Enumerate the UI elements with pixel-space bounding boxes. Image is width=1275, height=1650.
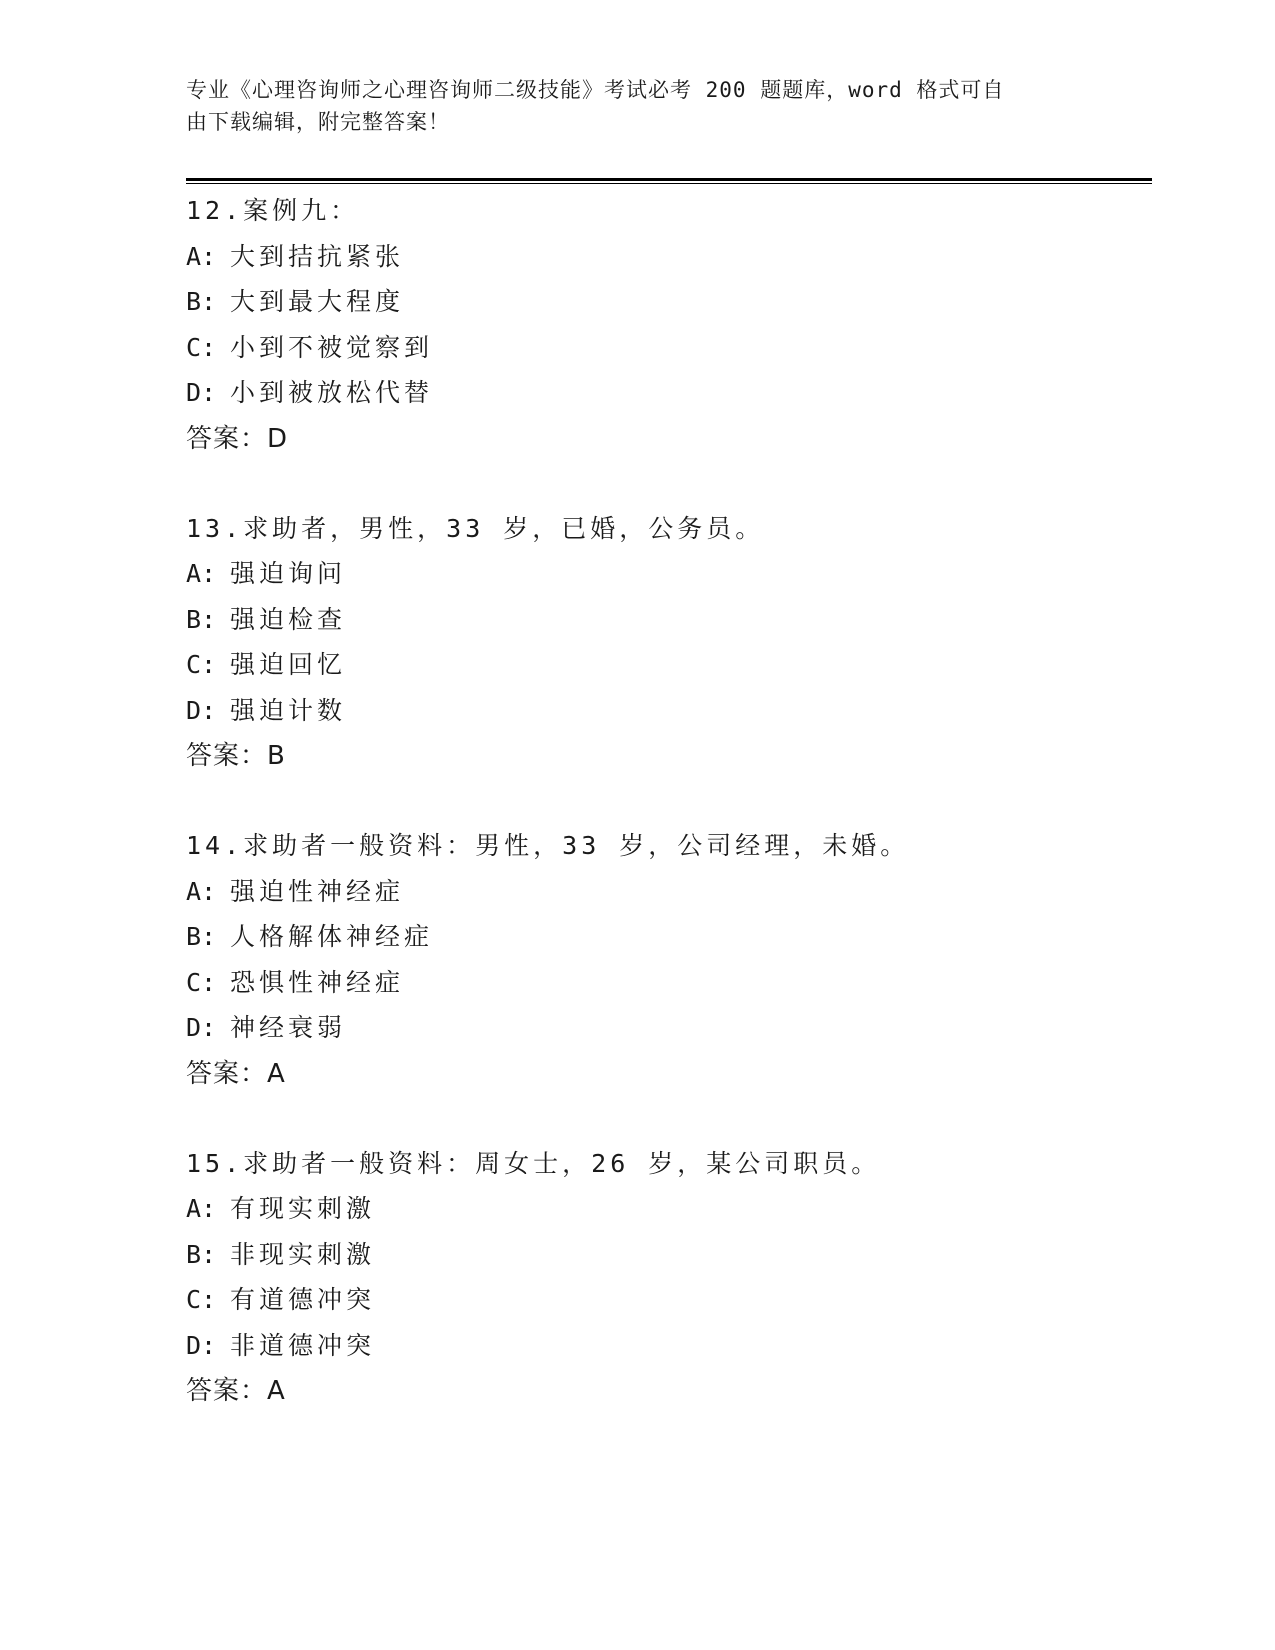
answer: 答案：D <box>186 423 289 454</box>
header-rule-thin <box>186 183 1152 184</box>
option-key: B: <box>186 922 217 951</box>
option-key: C: <box>186 650 217 679</box>
question-stem: 15.求助者一般资料：周女士，26 岁，某公司职员。 <box>186 1148 881 1178</box>
option-key: B: <box>186 287 217 316</box>
option-key: B: <box>186 1239 217 1269</box>
option-key: C: <box>186 967 217 997</box>
header-rule-thick <box>186 178 1152 181</box>
question-list <box>186 188 1146 1458</box>
option-b <box>186 597 1146 643</box>
option-text: 有道德冲突 <box>230 1285 376 1314</box>
question-stem: 12.案例九： <box>186 196 360 225</box>
option-key: B: <box>186 604 217 634</box>
option-text: 大到拮抗紧张 <box>230 241 405 271</box>
option-text: 小到被放松代替 <box>230 378 434 407</box>
option-key: A: <box>186 876 217 906</box>
option-key: D: <box>186 695 217 725</box>
option-text: 非现实刺激 <box>230 1239 376 1269</box>
option-a <box>186 551 1146 597</box>
answer: 答案：A <box>186 1376 286 1406</box>
option-text: 人格解体神经症 <box>230 922 434 951</box>
answer: 答案：B <box>186 741 286 771</box>
option-key: C: <box>186 1285 217 1314</box>
option-text: 强迫性神经症 <box>230 876 405 906</box>
option-text: 恐惧性神经症 <box>230 967 405 997</box>
document-header <box>186 74 1066 138</box>
option-text: 有现实刺激 <box>230 1194 376 1223</box>
option-text: 强迫计数 <box>230 695 347 725</box>
option-d <box>186 1005 1146 1051</box>
header-line-1: 专业《心理咨询师之心理咨询师二级技能》考试必考 200 题题库，word 格式可自 <box>186 78 1005 102</box>
option-b <box>186 914 1146 960</box>
option-text: 强迫检查 <box>230 604 347 634</box>
header-line-2: 由下载编辑，附完整答案！ <box>186 110 450 134</box>
option-key: A: <box>186 241 217 271</box>
option-key: C: <box>186 332 217 362</box>
question-14 <box>186 823 1146 1097</box>
question-stem: 13.求助者，男性，33 岁，已婚，公务员。 <box>186 513 765 543</box>
option-d <box>186 370 1146 416</box>
question-stem: 14.求助者一般资料：男性，33 岁，公司经理，未婚。 <box>186 831 910 860</box>
option-text: 神经衰弱 <box>230 1013 347 1042</box>
option-key: A: <box>186 1194 217 1223</box>
option-key: D: <box>186 378 217 407</box>
option-c <box>186 642 1146 688</box>
option-b <box>186 1232 1146 1278</box>
answer: 答案：A <box>186 1058 286 1089</box>
option-text: 大到最大程度 <box>230 287 405 316</box>
option-a <box>186 1186 1146 1232</box>
option-b <box>186 279 1146 325</box>
option-d <box>186 1323 1146 1369</box>
option-key: D: <box>186 1013 217 1042</box>
option-a <box>186 869 1146 915</box>
option-text: 强迫回忆 <box>230 650 347 679</box>
question-13 <box>186 506 1146 780</box>
option-d <box>186 688 1146 734</box>
option-key: A: <box>186 559 217 588</box>
option-c <box>186 325 1146 371</box>
option-text: 小到不被觉察到 <box>230 332 434 362</box>
option-c <box>186 960 1146 1006</box>
option-text: 非道德冲突 <box>230 1330 376 1360</box>
question-15 <box>186 1141 1146 1415</box>
option-key: D: <box>186 1330 217 1360</box>
option-a <box>186 234 1146 280</box>
option-text: 强迫询问 <box>230 559 347 588</box>
option-c <box>186 1277 1146 1323</box>
question-12 <box>186 188 1146 462</box>
